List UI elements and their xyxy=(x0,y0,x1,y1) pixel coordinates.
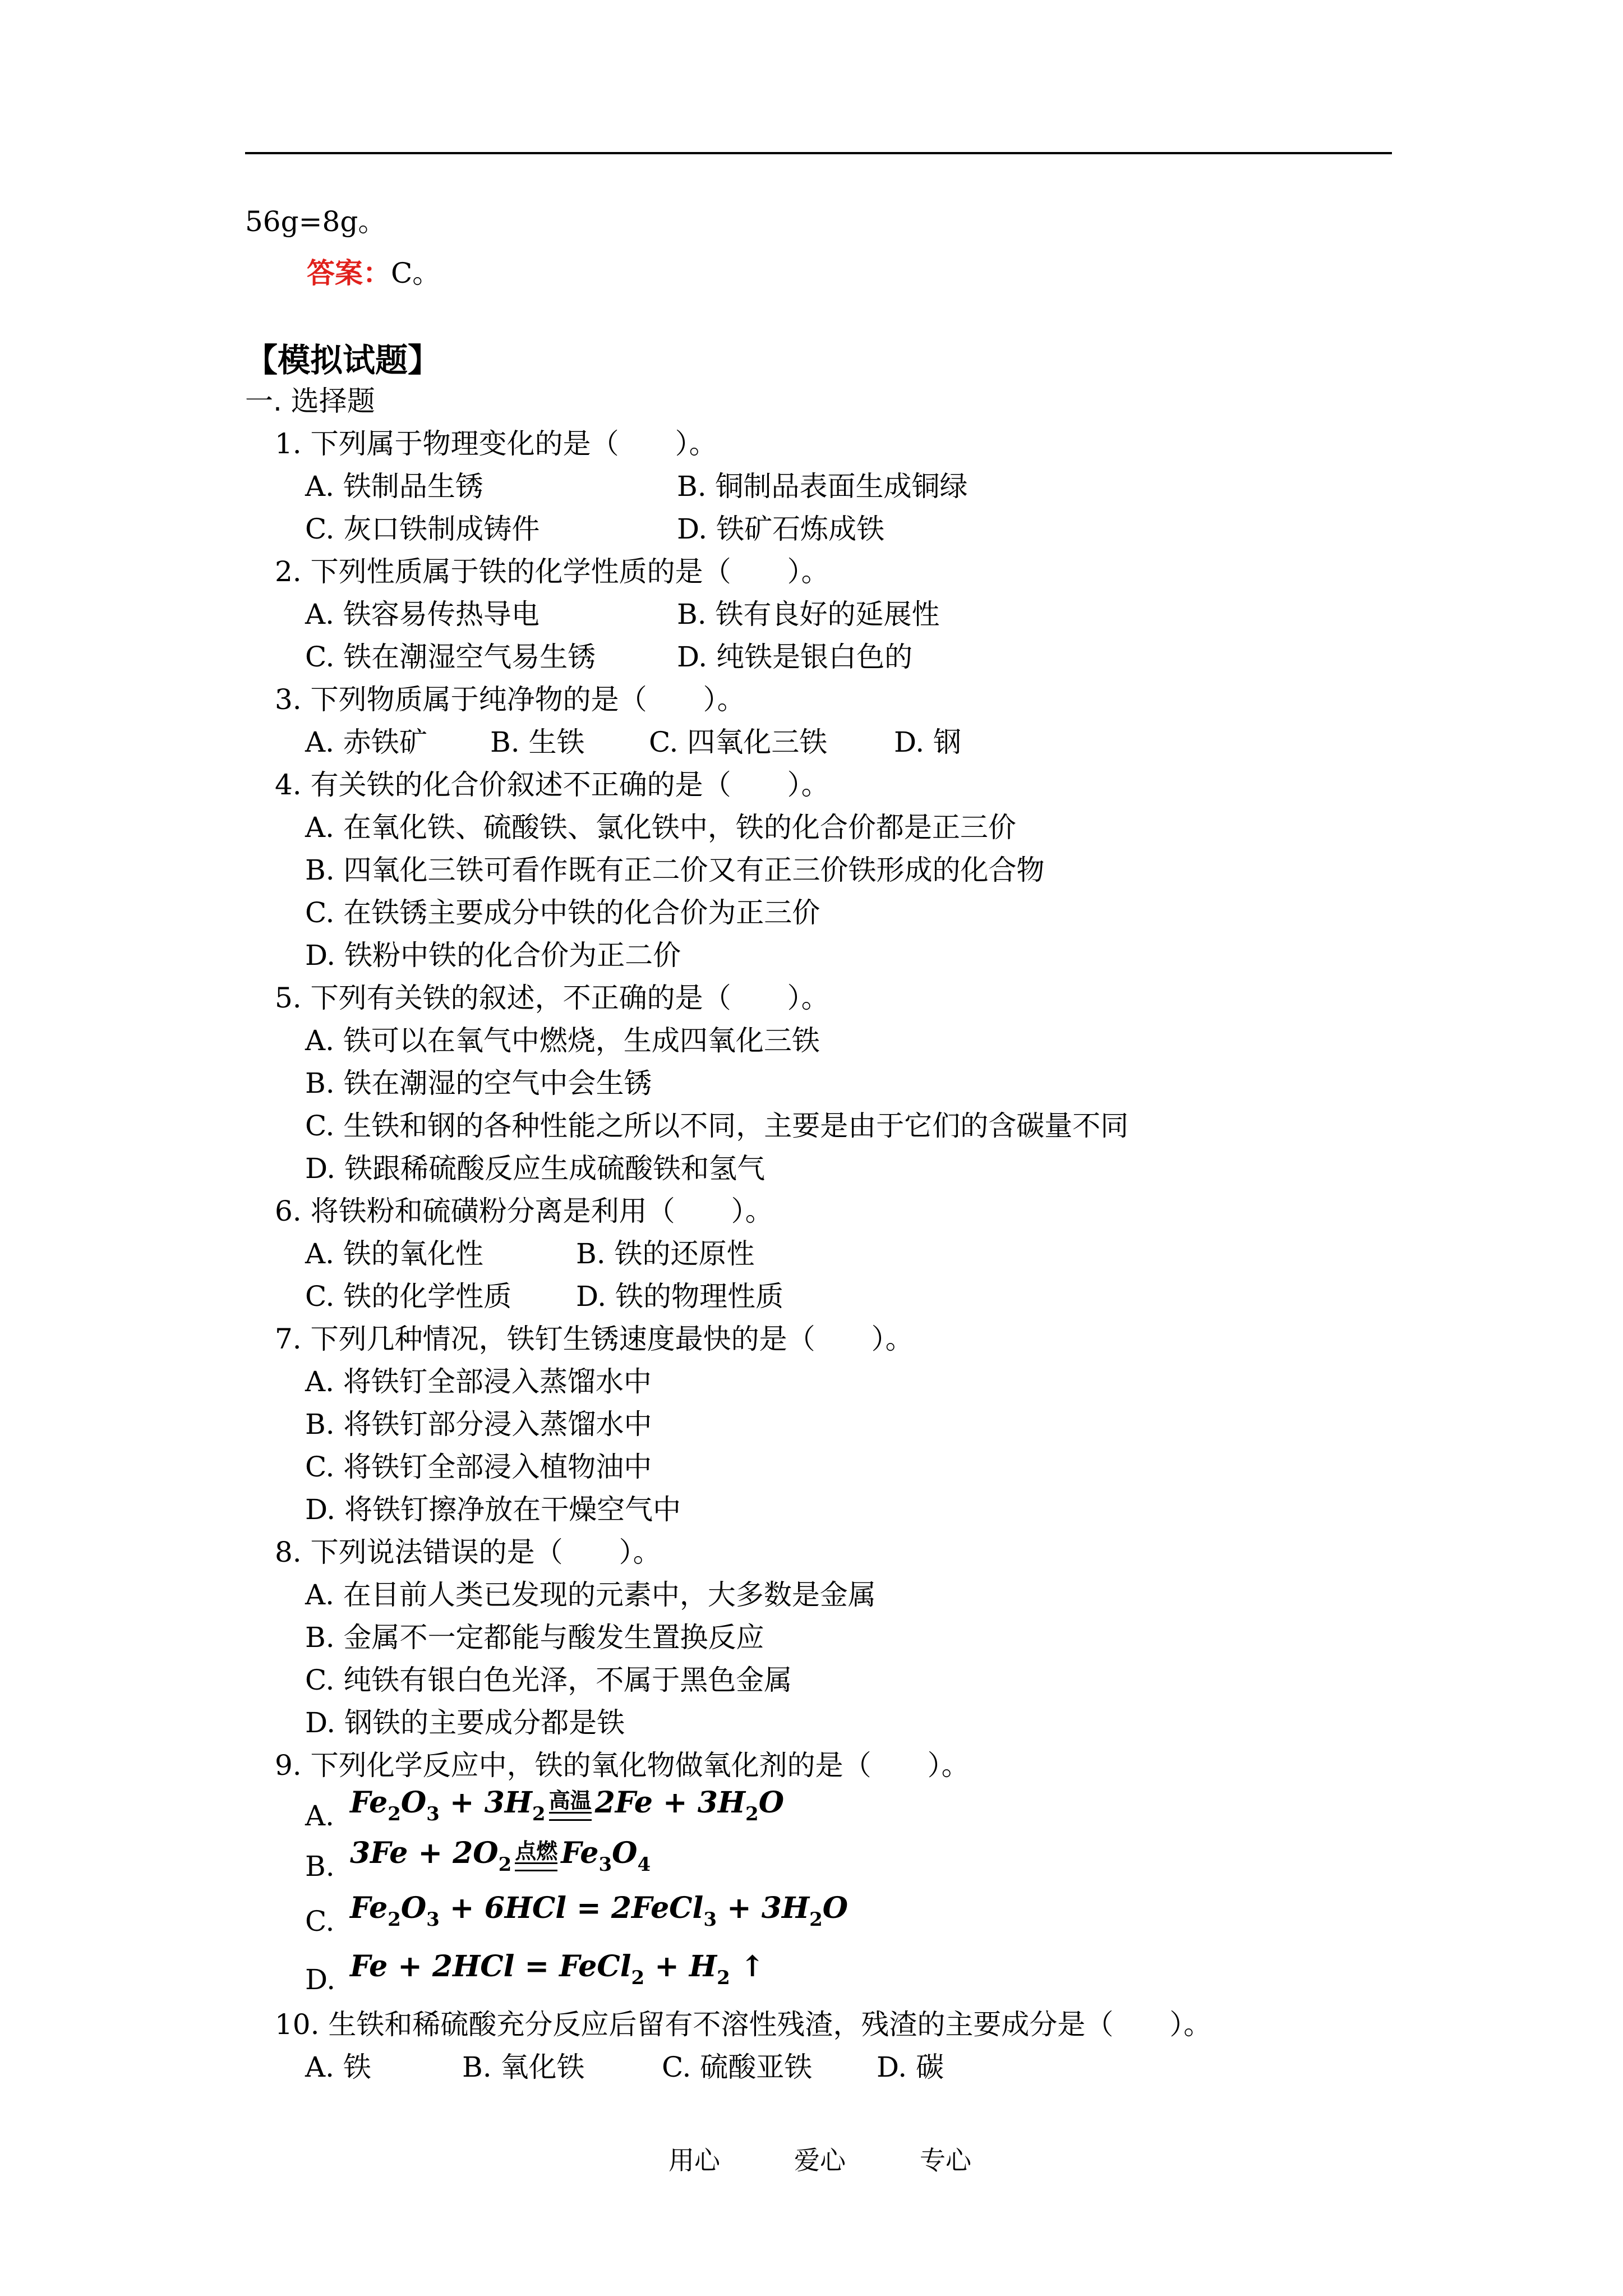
option-a: A. 铁可以在氧气中燃烧，生成四氧化三铁 xyxy=(305,1024,820,1057)
answer-label: 答案： xyxy=(307,257,391,289)
option-d: D. 纯铁是银白色的 xyxy=(677,641,913,673)
option-c: C. 铁的化学性质 xyxy=(305,1280,512,1313)
previous-answer xyxy=(245,259,1392,287)
option-c: C. 硫酸亚铁 xyxy=(662,2051,813,2083)
option-a: A. 铁制品生锈 xyxy=(305,470,483,503)
option-d: D. 将铁钉擦净放在干燥空气中 xyxy=(305,1493,681,1526)
question-1-options-row-1 xyxy=(245,470,1392,503)
option-d: D. 铁粉中铁的化合价为正二价 xyxy=(305,939,681,972)
equation-b-formula: $3Fe + 2O_2$ 点燃 $Fe_3O_4$ xyxy=(350,1838,651,1880)
equation-c xyxy=(245,1891,1392,1938)
part-title: 一. 选择题 xyxy=(245,385,375,417)
question-1: 1. 下列属于物理变化的是（ ）。 xyxy=(275,427,717,460)
page-content xyxy=(245,205,1392,2083)
option-d: D. 铁跟稀硫酸反应生成硫酸铁和氢气 xyxy=(305,1152,766,1185)
question-7: 7. 下列几种情况，铁钉生锈速度最快的是（ ）。 xyxy=(275,1323,914,1355)
equation-b xyxy=(245,1836,1392,1883)
option-b: B. 生铁 xyxy=(490,726,585,758)
question-4: 4. 有关铁的化合价叙述不正确的是（ ）。 xyxy=(275,769,829,801)
equation-d-formula: Fe + 2HCl = FeCl$_2$ + $H_2$ ↑ xyxy=(350,1949,765,1989)
option-b: B. 铁在潮湿的空气中会生锈 xyxy=(305,1067,652,1099)
footer-text-1: 用心 xyxy=(668,2145,720,2175)
question-1-options-row-2 xyxy=(245,515,1392,543)
option-a: A. 铁的氧化性 xyxy=(305,1237,483,1270)
option-b: B. 铜制品表面生成铜绿 xyxy=(677,470,968,503)
option-c: C. 铁在潮湿空气易生锈 xyxy=(305,641,596,673)
option-a: A. 在氧化铁、硫酸铁、氯化铁中，铁的化合价都是正三价 xyxy=(305,811,1016,844)
question-6: 6. 将铁粉和硫磺粉分离是利用（ ）。 xyxy=(275,1195,773,1227)
option-b: B. 金属不一定都能与酸发生置换反应 xyxy=(305,1621,764,1654)
option-a: A. 铁 xyxy=(305,2051,371,2083)
answer-value: C。 xyxy=(391,257,441,289)
option-c: C. 灰口铁制成铸件 xyxy=(305,513,540,545)
question-6-options-row-2 xyxy=(245,1280,1392,1313)
equation-a-formula: $Fe_2O_3 + 3H_2$ 高温 $2Fe + 3H_2O$ xyxy=(350,1787,784,1830)
option-c: C. 纯铁有银白色光泽，不属于黑色金属 xyxy=(305,1664,792,1696)
equation-c-formula: $Fe_2O_3 + 6HCl$ = 2FeCl$_3$ + $3H_2O$ xyxy=(350,1891,849,1931)
option-b-label: B. xyxy=(305,1850,335,1883)
question-5: 5. 下列有关铁的叙述，不正确的是（ ）。 xyxy=(275,982,829,1014)
option-b: B. 铁的还原性 xyxy=(576,1237,755,1270)
question-2-options-row-1 xyxy=(245,598,1392,631)
option-a: A. 将铁钉全部浸入蒸馏水中 xyxy=(305,1365,652,1398)
question-8: 8. 下列说法错误的是（ ）。 xyxy=(275,1536,661,1568)
question-3-options xyxy=(245,728,1392,756)
option-c: C. 在铁锈主要成分中铁的化合价为正三价 xyxy=(305,896,820,929)
option-a-label: A. xyxy=(305,1800,335,1832)
option-d: D. 钢 xyxy=(894,726,962,758)
equation-d xyxy=(245,1951,1392,1994)
question-3: 3. 下列物质属于纯净物的是（ ）。 xyxy=(275,683,745,716)
option-b: B. 氧化铁 xyxy=(462,2051,585,2083)
option-b: B. 四氧化三铁可看作既有正二价又有正三价铁形成的化合物 xyxy=(305,854,1045,886)
option-d: D. 碳 xyxy=(877,2051,944,2083)
condition-high-temperature: 高温 xyxy=(549,1789,592,1830)
question-10-options xyxy=(245,2053,1392,2081)
option-d: D. 铁矿石炼成铁 xyxy=(677,513,885,545)
option-c: C. 四氧化三铁 xyxy=(649,726,828,758)
option-a: A. 在目前人类已发现的元素中，大多数是金属 xyxy=(305,1579,876,1611)
question-9: 9. 下列化学反应中，铁的氧化物做氧化剂的是（ ）。 xyxy=(275,1749,970,1782)
option-a: A. 铁容易传热导电 xyxy=(305,598,540,631)
option-d-label: D. xyxy=(305,1963,336,1996)
option-b: B. 铁有良好的延展性 xyxy=(677,598,940,631)
option-c: C. 生铁和钢的各种性能之所以不同，主要是由于它们的含碳量不同 xyxy=(305,1110,1129,1142)
option-c-label: C. xyxy=(305,1905,335,1938)
option-b: B. 将铁钉部分浸入蒸馏水中 xyxy=(305,1408,652,1441)
previous-answer-tail: 56g=8g。 xyxy=(245,205,386,238)
equation-a xyxy=(245,1787,1392,1830)
question-6-options-row-1 xyxy=(245,1237,1392,1270)
option-d: D. 铁的物理性质 xyxy=(576,1280,784,1313)
option-d: D. 钢铁的主要成分都是铁 xyxy=(305,1706,625,1739)
footer-text-3: 专心 xyxy=(920,2145,971,2175)
option-c: C. 将铁钉全部浸入植物油中 xyxy=(305,1451,652,1483)
condition-ignite: 点燃 xyxy=(515,1840,557,1880)
question-10: 10. 生铁和稀硫酸充分反应后留有不溶性残渣，残渣的主要成分是（ ）。 xyxy=(275,2008,1212,2041)
question-2-options-row-2 xyxy=(245,643,1392,671)
question-2: 2. 下列性质属于铁的化学性质的是（ ）。 xyxy=(275,555,829,588)
footer-text-2: 爱心 xyxy=(794,2145,846,2175)
header-rule xyxy=(245,152,1392,154)
section-title: 【模拟试题】 xyxy=(245,341,441,379)
option-a: A. 赤铁矿 xyxy=(305,726,427,758)
